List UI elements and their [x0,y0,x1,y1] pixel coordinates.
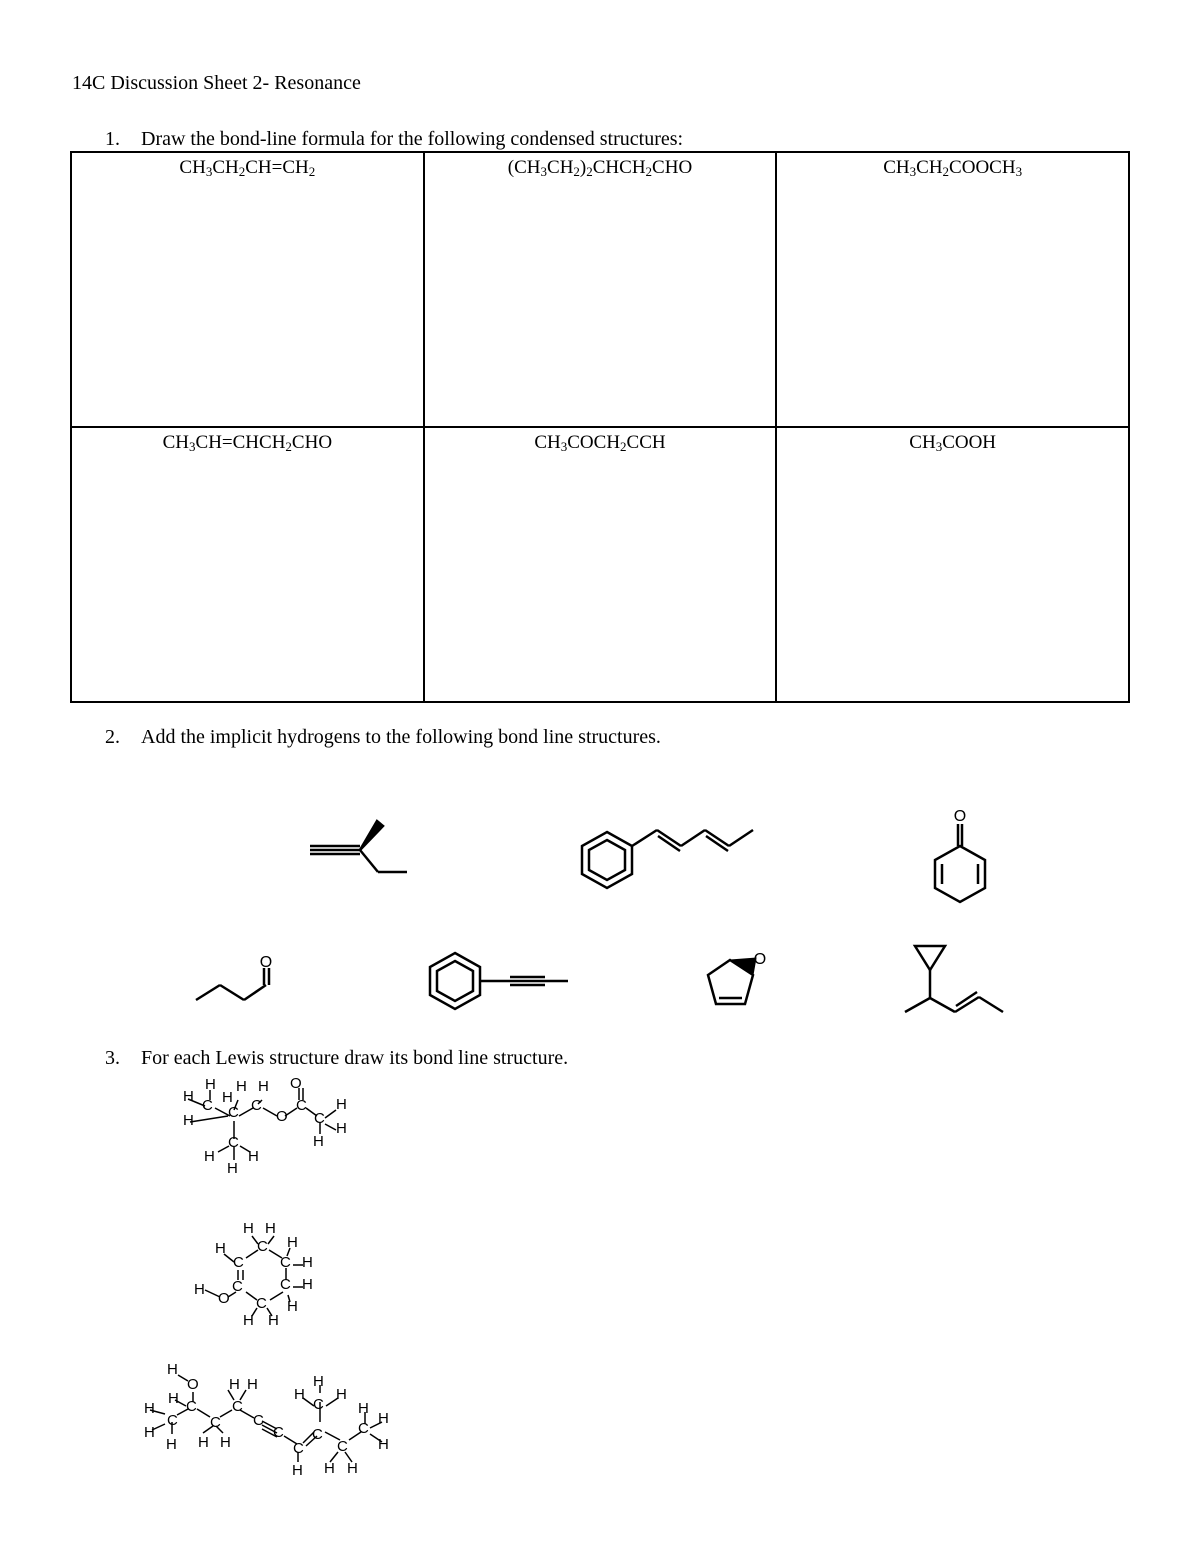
hydrogen-atom-label: H [302,1276,313,1293]
oxygen-atom-label: O [187,1376,199,1393]
oxygen-label: O [953,808,967,825]
hydrogen-atom-label: H [229,1376,240,1393]
condensed-formula: $CH_3CH=CHCH_2CHO$ [162,432,333,454]
hydrogen-atom-label: H [302,1254,313,1271]
carbon-atom-label: C [167,1412,178,1429]
hydrogen-atom-label: H [247,1376,258,1393]
molecule-alkyne [310,821,407,872]
hydrogen-atom-label: H [378,1436,389,1453]
molecule-cyclopropyl-alkene [905,946,1003,1012]
question-1 [105,128,683,151]
molecule-epoxide [708,951,766,1004]
hydrogen-atom-label: H [183,1112,194,1129]
carbon-atom-label: C [256,1295,267,1312]
oxygen-atom-label: O [290,1075,302,1092]
lewis-structure-ring [205,1236,303,1316]
hydrogen-atom-label: H [220,1434,231,1451]
carbon-atom-label: C [202,1097,213,1114]
hydrogen-atom-label: H [227,1160,238,1177]
hydrogen-atom-label: H [144,1400,155,1417]
hydrogen-atom-label: H [347,1460,358,1477]
condensed-formula: $(CH_3CH_2)_2CHCH_2CHO$ [507,157,693,179]
hydrogen-atom-label: H [336,1096,347,1113]
lewis-structure-chain [150,1375,382,1462]
hydrogen-atom-label: H [265,1220,276,1237]
question-3 [105,1047,568,1070]
formula-cell[interactable] [71,152,424,427]
question-3-text: For each Lewis structure draw its bond line structure. [141,1047,569,1069]
question-1-number: 1. [105,128,120,150]
formula-cell[interactable] [776,152,1129,427]
hydrogen-atom-label: H [236,1078,247,1095]
molecule-cyclohexadienone [935,808,985,902]
page-title: 14C Discussion Sheet 2- Resonance [72,72,361,94]
hydrogen-atom-label: H [292,1462,303,1479]
oxygen-atom-label: O [218,1290,230,1307]
hydrogen-atom-label: H [144,1424,155,1441]
hydrogen-atom-label: H [258,1078,269,1095]
hydrogen-atom-label: H [222,1089,233,1106]
carbon-atom-label: C [296,1097,307,1114]
condensed-formula: $CH_3COOH$ [909,432,997,454]
question-2-text: Add the implicit hydrogens to the following bond line structures. [141,726,661,748]
hydrogen-atom-label: H [248,1148,259,1165]
question-1-text: Draw the bond-line formula for the following condensed structures: [141,128,684,150]
hydrogen-atom-label: H [168,1390,179,1407]
carbon-atom-label: C [280,1276,291,1293]
formula-cell[interactable] [71,427,424,702]
carbon-atom-label: C [314,1110,325,1127]
carbon-atom-label: C [293,1440,304,1457]
hydrogen-atom-label: H [336,1120,347,1137]
question-3-number: 3. [105,1047,120,1069]
carbon-atom-label: C [273,1424,284,1441]
carbon-atom-label: C [253,1412,264,1429]
carbon-atom-label: C [186,1398,197,1415]
question-2 [105,726,661,749]
bond-line-structures [0,770,1200,1030]
formula-cell[interactable] [776,427,1129,702]
carbon-atom-label: C [228,1104,239,1121]
condensed-formula: $CH_3CH_2CH=CH_2$ [179,157,316,179]
hydrogen-atom-label: H [243,1312,254,1329]
carbon-atom-label: C [257,1238,268,1255]
hydrogen-atom-label: H [287,1234,298,1251]
carbon-atom-label: C [280,1254,291,1271]
hydrogen-atom-label: H [205,1076,216,1093]
hydrogen-atom-label: H [378,1410,389,1427]
carbon-atom-label: C [228,1134,239,1151]
hydrogen-atom-label: H [198,1434,209,1451]
condensed-formula: $CH_3CH_2COOCH_3$ [883,157,1023,179]
hydrogen-atom-label: H [204,1148,215,1165]
carbon-atom-label: C [358,1420,369,1437]
oxygen-atom-label: O [276,1108,288,1125]
hydrogen-atom-label: H [166,1436,177,1453]
carbon-atom-label: C [312,1426,323,1443]
molecule-phenyl-diene [582,830,753,888]
hydrogen-atom-label: H [215,1240,226,1257]
formula-cell[interactable] [424,152,777,427]
oxygen-label: O [753,951,767,968]
hydrogen-atom-label: H [167,1361,178,1378]
carbon-atom-label: C [313,1396,324,1413]
formula-grid [70,151,1130,703]
lewis-structure-ester [188,1088,336,1160]
carbon-atom-label: C [251,1097,262,1114]
question-2-number: 2. [105,726,120,748]
hydrogen-atom-label: H [183,1088,194,1105]
carbon-atom-label: C [232,1398,243,1415]
formula-cell[interactable] [424,427,777,702]
condensed-formula: $CH_3COCH_2CCH$ [534,432,666,454]
hydrogen-atom-label: H [294,1386,305,1403]
hydrogen-atom-label: H [287,1298,298,1315]
molecule-phenylpropyne [430,953,568,1009]
carbon-atom-label: C [233,1254,244,1271]
carbon-atom-label: C [232,1278,243,1295]
hydrogen-atom-label: H [324,1460,335,1477]
carbon-atom-label: C [337,1438,348,1455]
hydrogen-atom-label: H [313,1373,324,1390]
lewis-structures [0,1070,700,1490]
carbon-atom-label: C [210,1414,221,1431]
hydrogen-atom-label: H [336,1386,347,1403]
molecule-butanal [196,954,272,1000]
oxygen-label: O [259,954,273,971]
hydrogen-atom-label: H [194,1281,205,1298]
hydrogen-atom-label: H [313,1133,324,1150]
hydrogen-atom-label: H [243,1220,254,1237]
hydrogen-atom-label: H [268,1312,279,1329]
hydrogen-atom-label: H [358,1400,369,1417]
